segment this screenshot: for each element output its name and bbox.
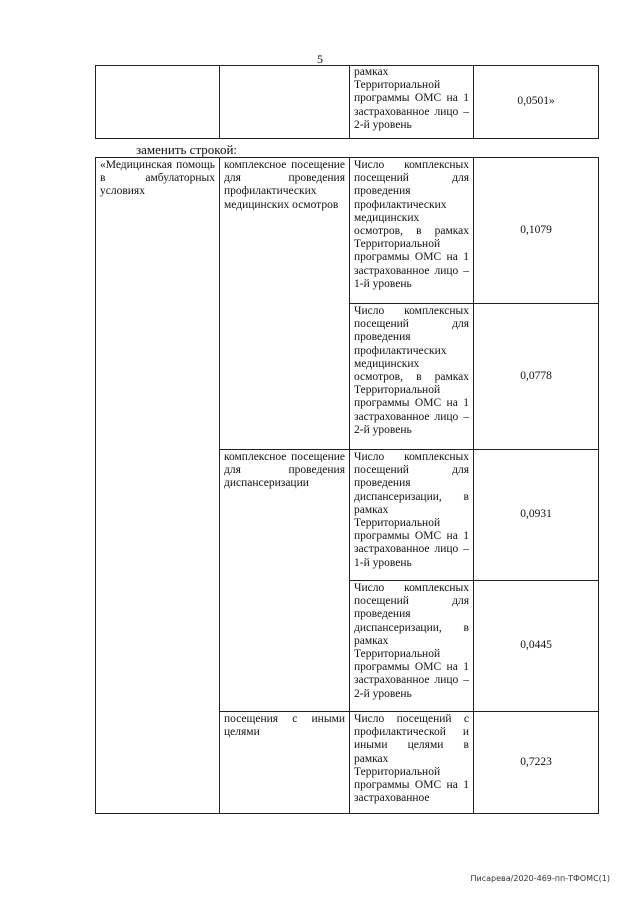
value-cell: 0,0931 [474,450,599,581]
main-table [95,157,599,814]
value-cell: 0,1079 [474,158,599,304]
visit-type-cell: комплексное посещение для проведения диспансеризации [220,450,350,712]
document-footer: Писарева/2020-469-пп-ТФОМС(1) [470,874,610,883]
indicator-cell: Число комплексных посещений для проведения диспансеризации, в рамках Территориальной программы ОМС на 1 застрахованное лицо – 2-й уровень [350,581,474,712]
indicator-cell: Число комплексных посещений для проведения профилактических медицинских осмотров, в рамках Территориальной программы ОМС на 1 застрахованное лицо – 1-й уровень [350,158,474,304]
page-number: 5 [317,52,323,66]
table-row [96,66,599,139]
value-cell: 0,0778 [474,304,599,450]
replace-instruction: заменить строкой: [136,142,238,157]
indicator-cell: рамках Территориальной программы ОМС на 1 застрахованное лицо – 2-й уровень [350,66,474,139]
indicator-cell: Число посещений с профилактической и иными целями в рамках Территориальной программы ОМС на 1 застрахованное [350,712,474,814]
top-table-fragment [95,65,599,139]
indicator-cell: Число комплексных посещений для проведения профилактических медицинских осмотров, в рамках Территориальной программы ОМС на 1 застрахованное лицо – 2-й уровень [350,304,474,450]
visit-type-cell: посещения с иными целями [220,712,350,814]
value-cell: 0,7223 [474,712,599,814]
value-cell: 0,0501» [474,66,599,139]
table-row [96,158,599,304]
table-cell [220,66,350,139]
indicator-cell: Число комплексных посещений для проведения диспансеризации, в рамках Территориальной программы ОМС на 1 застрахованное лицо – 1-й уровень [350,450,474,581]
visit-type-cell: комплексное посещение для проведения профилактических медицинских осмотров [220,158,350,450]
category-cell: «Медицинская помощь в амбулаторных условиях [96,158,220,814]
value-cell: 0,0445 [474,581,599,712]
table-cell [96,66,220,139]
